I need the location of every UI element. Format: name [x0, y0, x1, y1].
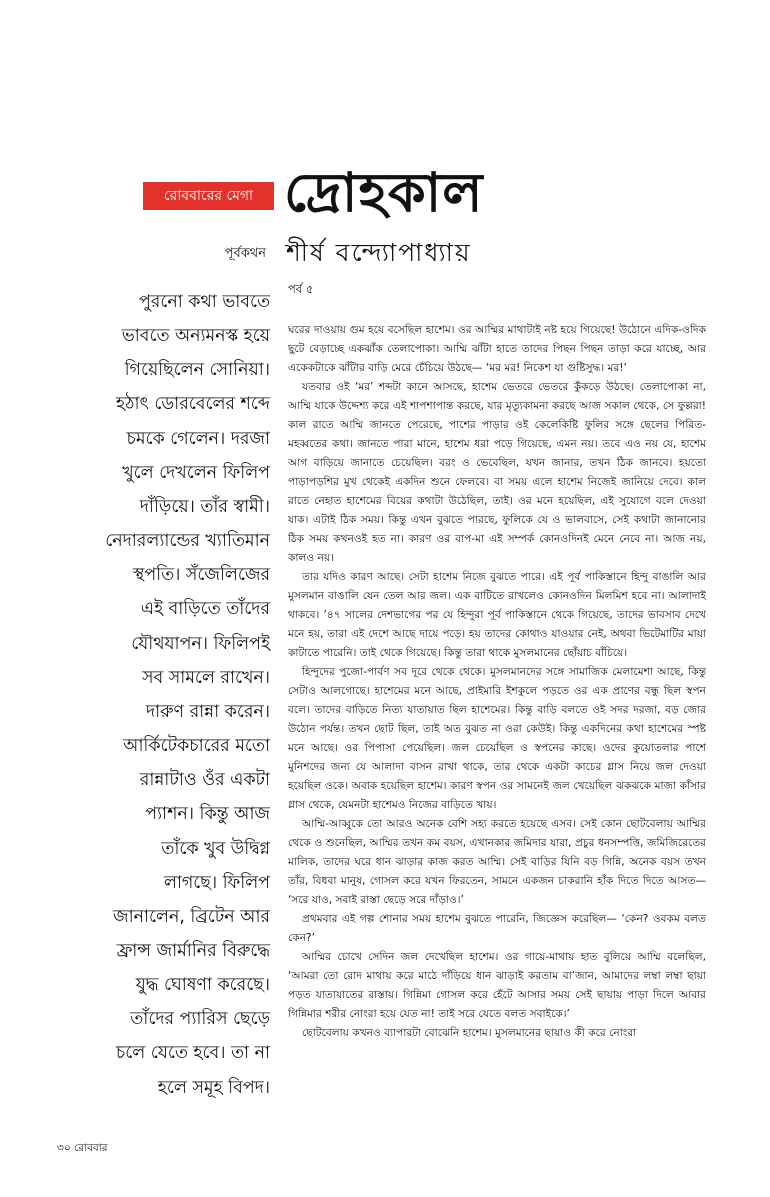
article-paragraph: ছোটবেলায় কখনও ব্যাপারটা বোঝেনি হাশেম। মুসলমানের ছায়াও কী করে নোংরা: [302, 1027, 637, 1039]
story-title: দ্রোহকাল: [284, 161, 484, 224]
pull-quote-line: লাগছে। ফিলিপ: [163, 872, 270, 893]
section-label: পূর্বকথন: [224, 246, 266, 261]
pull-quote-line: সব সামলে রাখেন।: [142, 667, 270, 688]
article-paragraph: আম্মি-আব্বুকে তো আরও অনেক বেশি সহ্য করতে হয়েছে এসব। সেই কোন ছোটবেলায় আম্মির থেকে ও শুনেছিল, আম্মির তখন কম বয়স, এখানকার জমিদার যারা, প্রচুর ধনসম্পত্তি, জমিজিরেতের মালিক, তাদের ঘরে ধান ঝাড়ার কাজ করত আম্মি। সেই বাড়ির যিনি বড় গিন্নি, অনেক বয়স তখন তাঁর, বিধবা মানুষ, গোসল করে যখন ফিরতেন, সামনে একজন চাকরানি হাঁক দিতে দিতে আসত— ‘সরে যাও, সবাই রাস্তা ছেড়ে সরে দাঁড়াও।’: [288, 818, 706, 906]
pull-quote-line: দাঁড়িয়ে। তাঁর স্বামী।: [139, 496, 270, 517]
article-body: [288, 280, 706, 1043]
pull-quote-line: জানালেন, ব্রিটেন আর: [113, 906, 270, 927]
pull-quote-line: নেদারল্যান্ডের খ্যাতিমান: [105, 531, 270, 552]
pull-quote-line: তাঁকে খুব উদ্বিগ্ন: [161, 838, 270, 859]
pull-quote-line: পুরনো কথা ভাবতে: [138, 292, 270, 312]
article-paragraph: আম্মির চোখে সেদিন জল দেখেছিল হাশেম। ওর গায়ে-মাথায় হাত বুলিয়ে আম্মি বলেছিল, ‘আমরা তো রোদ মাথায় করে মাঠে দাঁড়িয়ে ধান ঝাড়াই করতাম বা’জান, আমাদের লম্বা লম্বা ছায়া পড়ত যাতায়াতের রাস্তায়। গিন্নিমা গোসল করে হেঁটে আসার সময় সেই ছায়ায় পাড়া দিলে আবার গিন্নিমার শরীর নোংরা হয়ে যেত না! তাই সরে যেতে বলত সবাইকে।’: [288, 951, 706, 1020]
pull-quote-line: রান্নাটাও ওঁর একটা: [139, 770, 270, 791]
author-name: শীর্ষ বন্দ্যোপাধ্যায়: [286, 238, 472, 267]
episode-label: পর্ব ৫: [288, 282, 314, 296]
pull-quote-line: চমকে গেলেন। দরজা: [126, 428, 270, 449]
pull-quote-line: চলে যেতে হবে। তা না: [115, 1043, 270, 1064]
pull-quote-line: আর্কিটেকচারের মতো: [123, 736, 270, 757]
pull-quote-line: হলে সমূহ বিপদ।: [157, 1077, 270, 1098]
article-paragraph: যতবার ওই ‘মর’ শব্দটা কানে আসছে, হাশেম ভেতরে ভেতরে কুঁকড়ে উঠছে। তেলাপোকা না, আম্মি যাকে উদ্দেশ্য করে এই শাপশাপান্ত করছে, যার মৃত্যুকামনা করছে আজ সকাল থেকে, সে ফুল্লরা! কাল রাতে আম্মি জানতে পেরেছে, পাশের পাড়ার ওই কেলেকিষ্টি ফুলির সঙ্গে ছেলের পিরিত-মহব্বতের কথা। জানতে পারা মানে, হাশেম ধরা পড়ে গিয়েছে, এমন নয়। তবে এও নয় যে, হাশেম আগ বাড়িয়ে জানাতে চেয়েছিল। বরং ও ভেবেছিল, যখন জানার, তখন ঠিক জানবে। হয়তো পাড়াপড়শির মুখ থেকেই একদিন শুনে ফেলবে। বা সময় এলে হাশেম নিজেই জানিয়ে দেবে। কাল রাতে নেহাত হাশেমের বিয়ের কথাটা উঠেছিল, তাই। ওর মনে হয়েছিল, এই সুযোগে বলে দেওয়া যাক। এটাই ঠিক সময়। কিন্তু এখন বুঝতে পারছে, ফুলিকে যে ও ভালবাসে, সেই কথাটা জানানোর ঠিক সময় কখনওই হত না। কারণ ওর বাপ-মা এই সম্পর্ক কোনওদিনই মেনে নেবে না। আজ নয়, কালও নয়।: [288, 381, 706, 564]
page-footer: ৩০ রোববার: [57, 1142, 108, 1154]
article-paragraph: হিন্দুদের পুজো-পার্বণ সব দূরে থেকে থেকে। মুসলমানদের সঙ্গে সামাজিক মেলামেশা আছে, কিন্তু সেটাও আলগোছে। হাশেমের মনে আছে, প্রাইমারি ইশকুলে পড়তে ওর এক প্রাণের বন্ধু ছিল স্বপন বলে। তাদের বাড়িতে নিত্য যাতায়াত ছিল হাশেমের। কিন্তু বাড়ি বলতে ওই সদর দরজা, বড় জোর উঠোন পর্যন্ত। তখন ছোট ছিল, তাই অত বুঝত না ওরা কেউই। কিন্তু একদিনের কথা হাশেমের স্পষ্ট মনে আছে। ওর পিপাসা পেয়েছিল। জল চেয়েছিল ও স্বপনের কাছে। ওদের কুয়োতলার পাশে মুনিশদের জন্য যে আলাদা বাসন রাখা থাকে, তার থেকে একটা কাচের গ্লাস নিয়ে জল দেওয়া হয়েছিল ওকে। অবাক হয়েছিল হাশেম। কারণ স্বপন ওর সামনেই জল খেয়েছিল ঝকঝকে মাজা কাঁসার গ্লাস থেকে, যেমনটা হাশেমও নিজের বাড়িতে খায়।: [288, 666, 706, 811]
article-paragraph: তার যদিও কারণ আছে। সেটা হাশেম নিজে বুঝতে পারে। এই পূর্ব পাকিস্তানে হিন্দু বাঙালি আর মুসলমান বাঙালি যেন তেল আর জল। এক বাটিতে রাখলেও কোনওদিন মিলমিশ হবে না। আলাদাই থাকবে। ’৪৭ সালের দেশভাগের পর যে হিন্দুরা পূর্ব পাকিস্তানে থেকে গিয়েছে, তাদের ভাবসাব দেখে মনে হয়, তারা এই দেশে আছে দায়ে পড়ে। হয় তাদের কোথাও যাওয়ার নেই, অথবা ভিটেমাটির মায়া কাটাতে পারেনি। তাই থেকে গিয়েছে। কিন্তু তারা থাকে মুসলমানের ছোঁয়াচ বাঁচিয়ে।: [288, 571, 706, 659]
pull-quote-line: তাঁদের প্যারিস ছেড়ে: [130, 1009, 270, 1030]
pull-quote-line: হঠাৎ ডোরবেলের শব্দে: [116, 394, 270, 415]
pull-quote-line: ভাবতে অন্যমনস্ক হয়ে: [121, 326, 270, 347]
pull-quote-line: খুলে দেখলেন ফিলিপ: [122, 462, 270, 483]
pull-quote-line: দারুণ রান্না করেন।: [146, 701, 270, 722]
pull-quote-line: স্থপতি। সঁজেলিজের: [132, 565, 270, 586]
pull-quote-line: গিয়েছিলেন সোনিয়া।: [124, 360, 270, 381]
article-paragraph: প্রথমবার এই গল্প শোনার সময় হাশেম বুঝতে পারেনি, জিজ্ঞেস করেছিল— ‘কেন? ওবকম বলত কেন?’: [288, 913, 706, 944]
pull-quote-line: এই বাড়িতে তাঁদের: [140, 599, 270, 620]
pull-quote-line: প্যাশন। কিন্তু আজ: [145, 804, 270, 825]
pull-quote: [60, 285, 270, 1105]
pull-quote-line: যুদ্ধ ঘোষণা করেছে।: [135, 975, 270, 996]
section-badge: রোববারের মেগা: [143, 182, 274, 210]
pull-quote-line: ফ্রান্স জার্মানির বিরুদ্ধে: [116, 940, 270, 961]
pull-quote-line: যৌথযাপন। ফিলিপই: [131, 633, 270, 654]
article-paragraph: ঘরের দাওয়ায় গুম হয়ে বসেছিল হাশেম। ওর আম্মির মাথাটাই নষ্ট হয়ে গিয়েছে! উঠোনে এদিক-ওদিক ছুটে বেড়াচ্ছে একঝাঁক তেলাপোকা। আম্মি ঝাঁটা হাতে তাদের পিছন পিছন তাড়া করে যাচ্ছে, আর একেকটাকে ঝাঁটার বাড়ি মেরে চেঁচিয়ে উঠছে— ‘মর মর! নিকেশ যা গুষ্টিসুদ্ধ। মর!’: [288, 324, 706, 374]
